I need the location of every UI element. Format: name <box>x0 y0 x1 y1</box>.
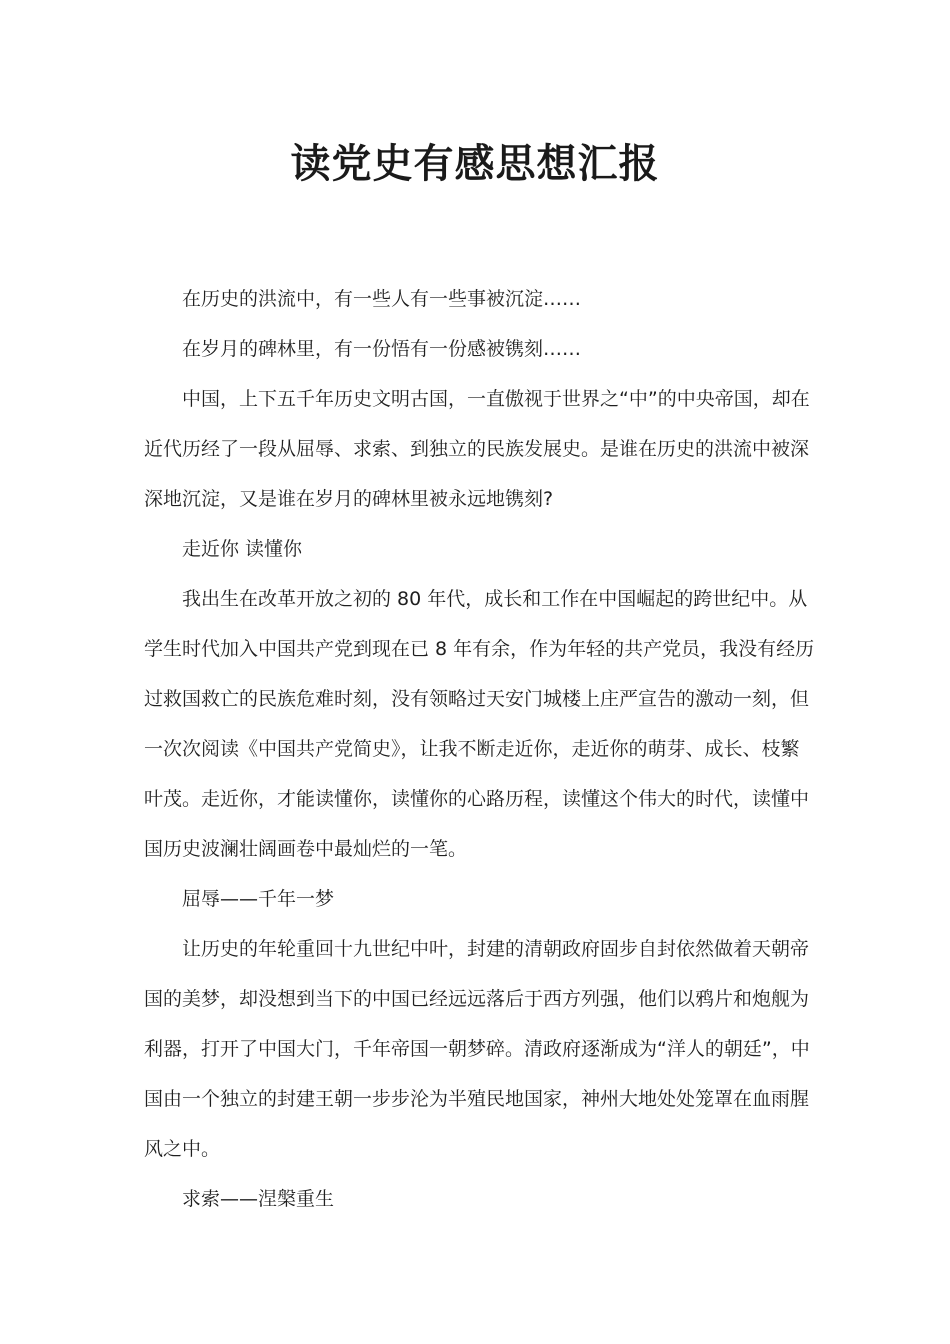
document-body <box>144 274 816 1224</box>
document-title: 读党史有感思想汇报 <box>290 141 660 187</box>
paragraph: 我出生在改革开放之初的 80 年代，成长和工作在中国崛起的跨世纪中。从学生时代加入中国共产党到现在已 8 年有余，作为年轻的共产党员，我没有经历过救国救亡的民族危难时刻，没有领略过天安门城楼上庄严宣告的激动一刻，但一次次阅读《中国共产党简史》，让我不断走近你，走近你的萌芽、成长、枝繁叶茂。走近你，才能读懂你，读懂你的心路历程，读懂这个伟大的时代，读懂中国历史波澜壮阔画卷中最灿烂的一笔。 <box>144 588 815 860</box>
section-heading: 走近你 读懂你 <box>182 538 303 560</box>
paragraph: 中国，上下五千年历史文明古国，一直傲视于世界之“中”的中央帝国，却在近代历经了一段从屈辱、求索、到独立的民族发展史。是谁在历史的洪流中被深深地沉淀，又是谁在岁月的碑林里被永远地镌刻? <box>144 388 810 510</box>
paragraph: 在岁月的碑林里，有一份悟有一份感被镌刻…… <box>182 338 582 360</box>
paragraph: 在历史的洪流中，有一些人有一些事被沉淀…… <box>182 288 582 310</box>
paragraph: 让历史的年轮重回十九世纪中叶，封建的清朝政府固步自封依然做着天朝帝国的美梦，却没想到当下的中国已经远远落后于西方列强，他们以鸦片和炮舰为利器，打开了中国大门，千年帝国一朝梦碎。清政府逐渐成为“洋人的朝廷”，中国由一个独立的封建王朝一步步沦为半殖民地国家，神州大地处处笼罩在血雨腥风之中。 <box>144 938 810 1160</box>
section-heading: 屈辱——千年一梦 <box>182 888 335 910</box>
section-heading: 求索——涅槃重生 <box>182 1188 335 1210</box>
